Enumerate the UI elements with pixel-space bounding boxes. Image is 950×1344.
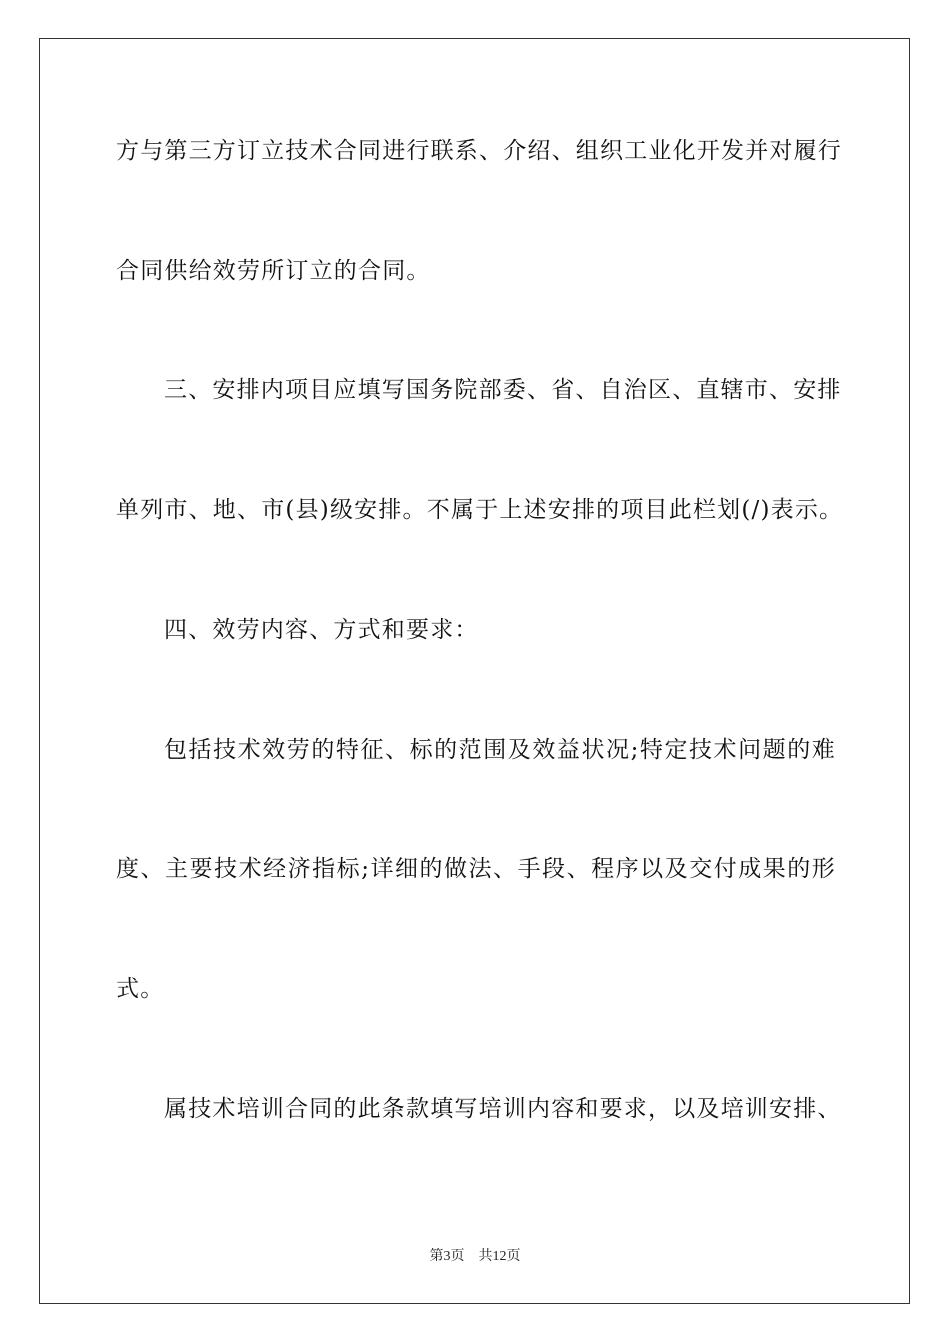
page-footer — [0, 1248, 950, 1266]
body-line-5: 四、效劳内容、方式和要求： — [164, 617, 479, 643]
total-pages: 共12页 — [478, 1249, 521, 1264]
body-line-6: 包括技术效劳的特征、标的范围及效益状况;特定技术问题的难 — [164, 737, 836, 763]
body-line-3: 三、安排内项目应填写国务院部委、省、自治区、直辖市、安排 — [164, 377, 842, 403]
body-line-7: 度、主要技术经济指标;详细的做法、手段、程序以及交付成果的形 — [116, 856, 836, 882]
body-line-8: 式。 — [116, 976, 165, 1002]
body-line-9: 属技术培训合同的此条款填写培训内容和要求，以及培训安排、 — [164, 1096, 842, 1122]
page-number: 第3页 — [429, 1249, 465, 1264]
body-line-4: 单列市、地、市(县)级安排。不属于上述安排的项目此栏划(/)表示。 — [116, 497, 844, 523]
body-line-1: 方与第三方订立技术合同进行联系、介绍、组织工业化开发并对履行 — [116, 138, 842, 164]
body-line-2: 合同供给效劳所订立的合同。 — [116, 258, 431, 284]
